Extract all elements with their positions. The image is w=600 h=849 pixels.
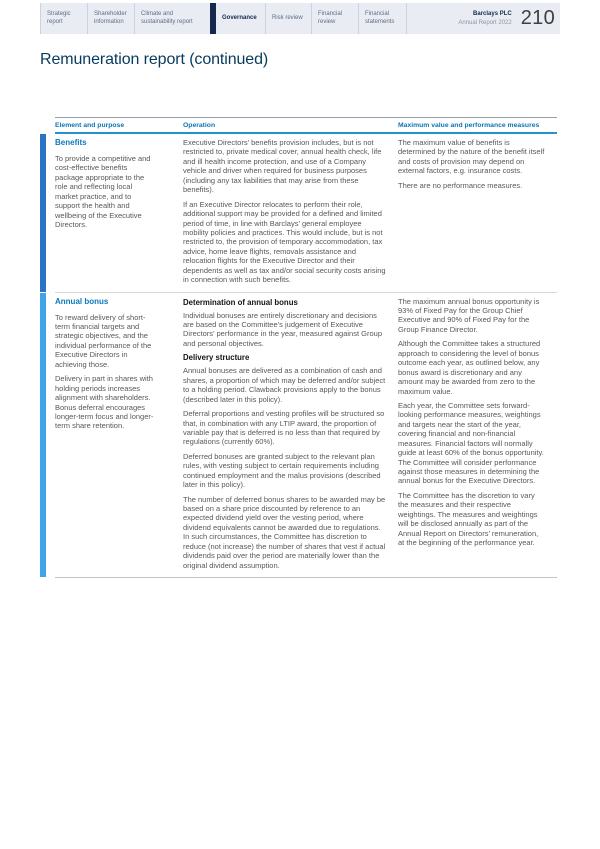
operation-paragraph: If an Executive Director relocates to perform their role, additional support may be provided for a defined and limited period of time, in line with Barclays’ general employee mobility policies and practices. This would include, but is not restricted to, the provision of temporary accommodation, tax advice, home leave flights, removals assistance and relocation flights for the Executive Director and their dependents as well as tax and/or social security costs arising in connection with such benefits. [183, 199, 386, 285]
nav-tab-label: Financial review [318, 10, 343, 25]
operation-paragraph: Individual bonuses are entirely discretionary and decisions are based on the Committee’s judgement of Executive Directors’ performance in the year, measured against Group and personal objectives. [183, 310, 382, 348]
policy-table [55, 117, 557, 578]
operation-cell [183, 297, 398, 571]
row-title: Benefits [55, 138, 87, 147]
maximum-paragraph: Each year, the Committee sets forward-looking performance measures, weightings and targets near the start of the year, covering financial and non-financial measures. Financial factors will normally guide at least 60% of the bonus opportunity. The Committee will consider performance against those measures in determining the annual bonus for the Executive Directors. [398, 400, 544, 486]
operation-subheading: Determination of annual bonus [183, 297, 298, 307]
brand-block [406, 3, 560, 34]
nav-tab-label: Governance [222, 14, 257, 21]
element-paragraph: Delivery in part in shares with holding periods increases alignment with shareholders. Bonus deferral encourages longer-term focus and longer-term share retention. [55, 374, 154, 431]
maximum-paragraph: The maximum value of benefits is determined by the nature of the benefit itself and costs of provision may depend on external factors, e.g. insurance costs. [398, 138, 545, 176]
operation-paragraph: Deferred bonuses are granted subject to the relevant plan rules, with vesting subject to certain requirements including continued employment and the malus provisions (described later in this policy). [183, 451, 381, 490]
maximum-paragraph: The maximum annual bonus opportunity is 93% of Fixed Pay for the Group Chief Executive and 90% of Fixed Pay for the Group Finance Director. [398, 296, 540, 334]
nav-tab-label: Financial statements [365, 10, 395, 25]
maximum-cell [398, 138, 557, 285]
table-body [55, 134, 557, 578]
element-cell [55, 138, 183, 285]
element-paragraph: To provide a competitive and cost-effective benefits package appropriate to the role and reflecting local market practice, and to support the health and wellbeing of the Executive Directors. [55, 154, 151, 230]
nav-tab-label: Strategic report [47, 10, 71, 25]
table-row [55, 292, 557, 578]
nav-tab-label: Shareholder information [94, 10, 127, 25]
nav-tab[interactable] [265, 3, 311, 34]
maximum-paragraph: The Committee has the discretion to vary the measures and their respective weightings. The measures and weightings will be disclosed annually as part of the Annual Report on Directors’ remuneration, at the beginning of the performance year. [398, 490, 539, 548]
column-header-element: Element and purpose [55, 122, 125, 129]
nav-tab-label: Risk review [272, 14, 303, 21]
nav-tab[interactable] [358, 3, 406, 34]
brand-name: Barclays PLC [473, 11, 512, 18]
operation-subheading: Delivery structure [183, 353, 250, 363]
nav-tab-label: Climate and sustainability report [141, 10, 193, 25]
row-accent-bar [40, 134, 46, 292]
element-paragraph: To reward delivery of short-term financial targets and strategic objectives, and the individual performance of the Executive Directors in achieving those. [55, 312, 152, 369]
column-header-operation: Operation [183, 122, 216, 129]
brand-report-year: Annual Report 2022 [458, 19, 512, 26]
operation-paragraph: Deferral proportions and vesting profiles will be structured so that, in combination with any LTIP award, the proportion of variable pay that is deferred is no less than that required by regulations (currently 60%). [183, 409, 385, 447]
nav-tab[interactable] [210, 3, 265, 34]
nav-tab[interactable] [134, 3, 210, 34]
row-accent-bar [40, 293, 46, 578]
operation-paragraph: Annual bonuses are delivered as a combination of cash and shares, a proportion of which may be deferred and/or subject to a holding period. Clawback provisions apply to the bonus (described later in this policy). [183, 366, 386, 404]
brand-text [458, 10, 511, 26]
nav-tab[interactable] [311, 3, 358, 34]
column-header-maximum: Maximum value and performance measures [398, 122, 540, 129]
page-number: 210 [520, 7, 555, 29]
table-row [55, 134, 557, 292]
report-nav-bar [40, 3, 560, 34]
row-title: Annual bonus [55, 296, 109, 306]
nav-tab[interactable] [87, 3, 134, 34]
page-title: Remuneration report (continued) [40, 51, 269, 68]
operation-paragraph: The number of deferred bonus shares to be awarded may be based on a share price discounted by reference to an expected dividend yield over the vesting period, where dividend equivalents cannot be awarded due to regulations. In such circumstances, the Committee has discretion to reduce (not increase) the number of shares that vest if actual dividends paid over the period are materially lower than the original dividend assumption. [183, 494, 386, 570]
nav-tab[interactable] [40, 3, 87, 34]
table-header-row [55, 117, 557, 134]
element-cell [55, 297, 183, 571]
operation-cell [183, 138, 398, 285]
operation-paragraph: Executive Directors’ benefits provision includes, but is not restricted to, private medical cover, annual health check, life and ill health income protection, and use of a Company vehicle and driver when required for business purposes (including any tax liabilities that may arise from these benefits). [183, 138, 382, 195]
maximum-paragraph: There are no performance measures. [398, 180, 523, 190]
maximum-paragraph: Although the Committee takes a structured approach to considering the level of bonus outcome each year, as outlined below, any bonus award is discretionary and any amount may be awarded from zero to the maximum value. [398, 339, 541, 396]
maximum-cell [398, 297, 557, 571]
